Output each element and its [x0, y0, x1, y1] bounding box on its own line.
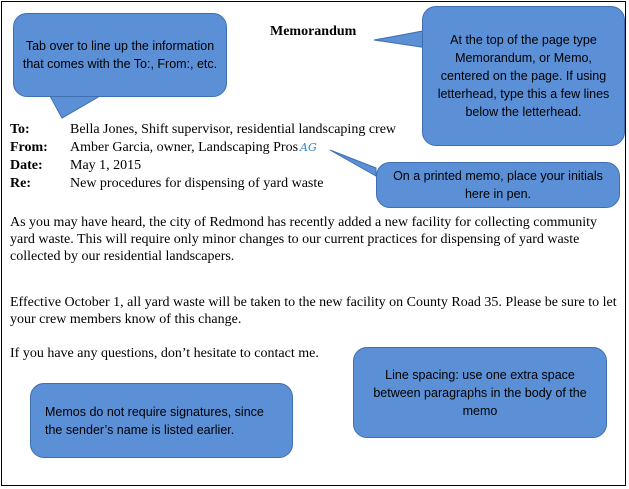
body-paragraph-3: If you have any questions, don’t hesitate to contact me. [10, 346, 319, 361]
callout-signature: Memos do not require signatures, since the sender’s name is listed earlier. [30, 383, 293, 458]
body-paragraph-1: As you may have heard, the city of Redmond has recently added a new facility for collecting community yard waste. This will require only minor changes to our current practices for dispensing of yard waste collected by our residential landscapers. [10, 215, 598, 264]
header-value-to: Bella Jones, Shift supervisor, residential landscaping crew [70, 122, 397, 137]
callout-initials: On a printed memo, place your initials here in pen. [376, 162, 620, 208]
top-callout-tail [374, 30, 428, 48]
header-value-date: May 1, 2015 [70, 158, 142, 173]
callout-title-placement: At the top of the page type Memorandum, or Memo, centered on the page. If using letterhead, type this a few lines below the letterhead. [422, 6, 625, 146]
initials-callout-tail [330, 150, 376, 176]
header-label-from: From: [10, 140, 48, 155]
header-label-to: To: [10, 122, 30, 137]
callout-tab-alignment: Tab over to line up the information that comes with the To:, From:, etc. [13, 13, 227, 97]
header-value-from: Amber Garcia, owner, Landscaping Pros [70, 140, 299, 155]
initials-mark: AG [300, 141, 317, 154]
tab-callout-tail [50, 96, 100, 118]
header-label-date: Date: [10, 158, 43, 173]
callout-line-spacing: Line spacing: use one extra space between paragraphs in the body of the memo [353, 347, 607, 438]
header-value-from-wrap [70, 140, 317, 156]
body-paragraph-2: Effective October 1, all yard waste will be taken to the new facility on County Road 35. Please be sure to let your crew members know of this change. [10, 295, 617, 327]
header-label-re: Re: [10, 176, 31, 191]
memo-title: Memorandum [270, 24, 357, 39]
header-value-re: New procedures for dispensing of yard waste [70, 176, 324, 191]
